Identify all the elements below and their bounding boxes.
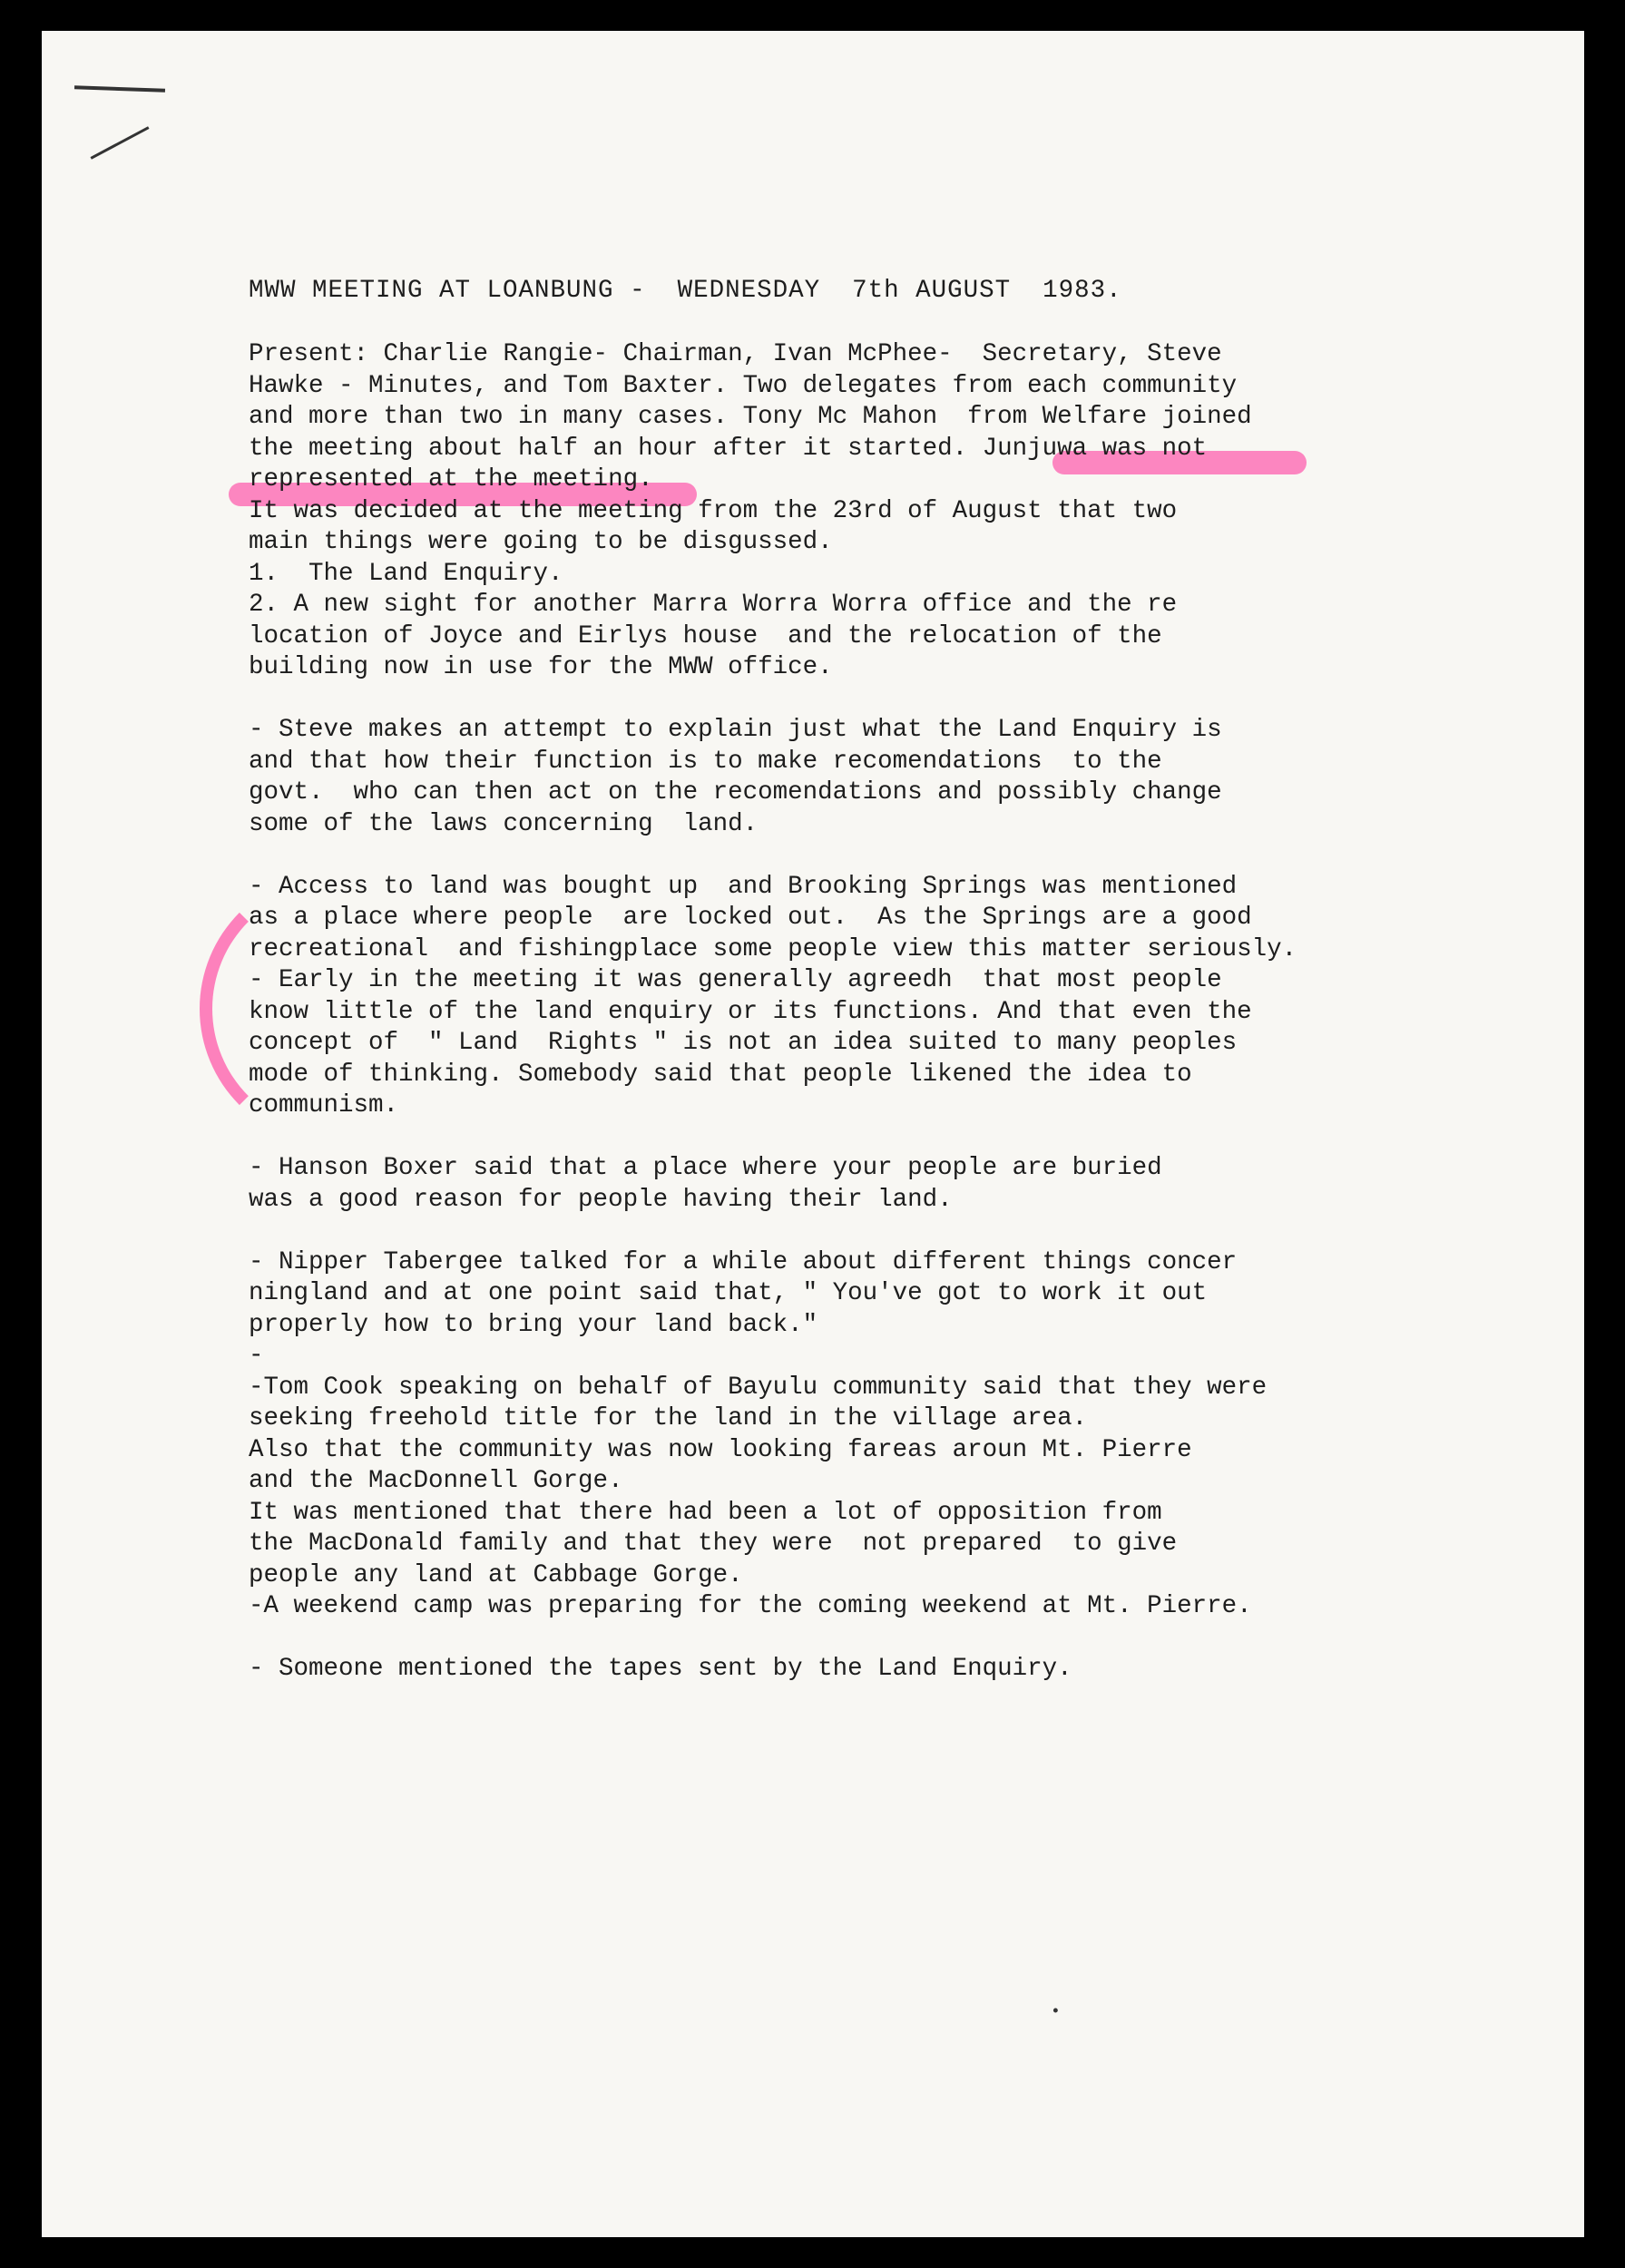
document-line: - Someone mentioned the tapes sent by the Land Enquiry. (249, 1655, 1072, 1683)
document-line: building now in use for the MWW office. (249, 653, 833, 681)
document-line: and the MacDonnell Gorge. (249, 1467, 623, 1495)
document-line (249, 1216, 1428, 1247)
document-line: Present: Charlie Rangie- Chairman, Ivan McPhee- Secretary, Steve (249, 340, 1222, 368)
document-line: 2. A new sight for another Marra Worra Worra office and the re (249, 591, 1178, 619)
document-line: 1. The Land Enquiry. (249, 559, 563, 588)
document-line: - Nipper Tabergee talked for a while about different things concer (249, 1247, 1238, 1276)
document-line: main things were going to be disgussed. (249, 528, 833, 556)
document-line: govt. who can then act on the recomendations and possibly change (249, 778, 1222, 807)
document-line: communism. (249, 1091, 399, 1119)
document-line: Hawke - Minutes, and Tom Baxter. Two delegates from each community (249, 371, 1238, 400)
document-line: the meeting about half an hour after it started. Junjuwa was not (249, 434, 1208, 463)
document-line: - Steve makes an attempt to explain just what the Land Enquiry is (249, 716, 1222, 744)
document-line: - Hanson Boxer said that a place where your people are buried (249, 1154, 1162, 1182)
document-line: - Access to land was bought up and Brooking Springs was mentioned (249, 872, 1238, 901)
document-line: as a place where people are locked out. As the Springs are a good (249, 904, 1252, 932)
page-dot-mark: • (1051, 2003, 1061, 2021)
document-line: know little of the land enquiry or its functions. And that even the (249, 997, 1252, 1026)
document-line: It was mentioned that there had been a lot of opposition from (249, 1498, 1162, 1527)
document-line: represented at the meeting. (249, 465, 653, 494)
document-line: seeking freehold title for the land in the village area. (249, 1404, 1088, 1432)
document-line: mode of thinking. Somebody said that people likened the idea to (249, 1060, 1192, 1089)
document-line: people any land at Cabbage Gorge. (249, 1560, 743, 1589)
document-line: recreational and fishingplace some people view this matter seriously. (249, 934, 1297, 963)
document-body (249, 339, 1428, 1686)
document-line: some of the laws concerning land. (249, 809, 759, 838)
document-line: ningland and at one point said that, " You've got to work it out (249, 1279, 1208, 1307)
document-line: properly how to bring your land back." (249, 1310, 818, 1339)
document-line (249, 1623, 1428, 1655)
staple-mark-bottom (91, 126, 150, 159)
document-line: - Early in the meeting it was generally agreedh that most people (249, 966, 1222, 994)
document-line: concept of " Land Rights " is not an idea suited to many peoples (249, 1029, 1238, 1057)
document-line: - (249, 1342, 264, 1370)
document-line: Also that the community was now looking fareas aroun Mt. Pierre (249, 1435, 1192, 1464)
document-line: -Tom Cook speaking on behalf of Bayulu community said that they were (249, 1373, 1268, 1402)
document-line (249, 684, 1428, 716)
document-line: -A weekend camp was preparing for the coming weekend at Mt. Pierre. (249, 1592, 1252, 1620)
document-line (249, 1122, 1428, 1154)
document-title: MWW MEETING AT LOANBUNG - WEDNESDAY 7th AUGUST 1983. (249, 277, 1122, 305)
staple-mark-top (74, 85, 165, 92)
document-line: the MacDonald family and that they were not prepared to give (249, 1530, 1178, 1558)
document-line (249, 840, 1428, 872)
document-line: It was decided at the meeting from the 23rd of August that two (249, 496, 1178, 525)
document-line: and that how their function is to make recomendations to the (249, 747, 1162, 776)
document-line: location of Joyce and Eirlys house and the relocation of the (249, 621, 1162, 650)
document-line: and more than two in many cases. Tony Mc Mahon from Welfare joined (249, 403, 1252, 431)
document-line: was a good reason for people having their land. (249, 1185, 953, 1214)
